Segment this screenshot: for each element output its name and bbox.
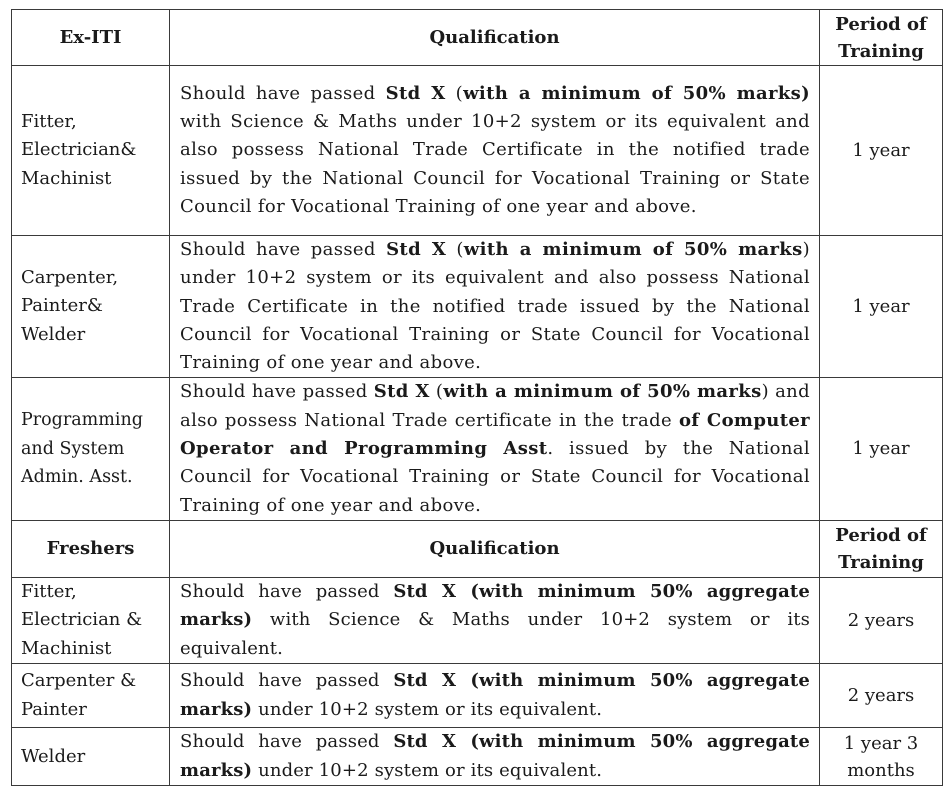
table-row (12, 378, 943, 520)
qualification-cell (170, 664, 820, 728)
header-qualification: Qualification (170, 520, 820, 577)
qualification-cell (170, 66, 820, 236)
qualification-text: with Science & Maths under 10+2 system or its equivalent. (180, 609, 810, 659)
table-row (12, 664, 943, 728)
table-row (12, 66, 943, 236)
trade-cell: Fitter, Electrician& Machinist (12, 66, 170, 236)
qualification-text: ) and also possess National Trade certificate in the trade (180, 381, 810, 431)
qualification-bold: Std X (373, 381, 430, 403)
period-cell: 1 year (820, 378, 943, 520)
ex-iti-header-row (12, 10, 943, 66)
qualification-cell (170, 728, 820, 786)
qualification-text: Should have passed (180, 381, 374, 403)
table-row (12, 728, 943, 786)
freshers-header-row (12, 520, 943, 577)
trade-cell: Welder (12, 728, 170, 786)
qualification-text: Should have passed (180, 239, 387, 260)
trade-cell: Carpenter, Painter& Welder (12, 236, 170, 378)
qualification-text: Should have passed (180, 82, 386, 104)
qualification-bold: of Computer Operator and Programming Asst (180, 409, 810, 460)
qualification-bold: Std X (with minimum 50% aggregate marks) (180, 580, 810, 631)
table-row (12, 236, 943, 378)
header-period-of-training: Period of Training (820, 10, 943, 66)
period-cell: 1 year (820, 66, 943, 236)
qualification-bold: Std X (with minimum 50% aggregate marks) (180, 670, 810, 720)
qualification-bold: with a minimum of 50% marks (443, 381, 762, 403)
period-cell: 1 year (820, 236, 943, 378)
table-row (12, 577, 943, 664)
qualification-text: ( (445, 82, 464, 104)
qualification-text: Should have passed (180, 580, 394, 602)
qualification-text: ) under 10+2 system or its equivalent and also possess National Trade Certificate in the notified trade issued by the National Council for Vocational Training or State Council for Vocational Training of one year and above. (180, 239, 810, 374)
qualification-text: Should have passed (180, 670, 394, 692)
qualification-bold: Std X (385, 82, 446, 104)
qualification-cell (170, 236, 820, 378)
trade-cell: Carpenter & Painter (12, 664, 170, 728)
qualification-text: under 10+2 system or its equivalent. (252, 759, 603, 781)
qualification-text: Should have passed (180, 731, 394, 753)
trade-cell: Programming and System Admin. Asst. (12, 378, 170, 520)
qualification-bold: with a minimum of 50% marks) (463, 82, 811, 104)
qualification-bold: Std X (386, 239, 447, 260)
qualification-text: with Science & Maths under 10+2 system or its equivalent and also possess National Trade Certificate in the notified trade issued by the National Council for Vocational Training or State Council for Vocational Training of one year and above. (180, 111, 810, 217)
qualification-cell (170, 577, 820, 664)
header-ex-iti: Ex-ITI (12, 10, 170, 66)
trade-cell: Fitter, Electrician & Machinist (12, 577, 170, 664)
qualification-table (11, 9, 943, 786)
qualification-text: under 10+2 system or its equivalent. (252, 698, 603, 720)
period-cell: 1 year 3 months (820, 728, 943, 786)
period-cell: 2 years (820, 577, 943, 664)
header-qualification: Qualification (170, 10, 820, 66)
qualification-text: ( (429, 381, 444, 403)
qualification-cell (170, 378, 820, 520)
header-freshers: Freshers (12, 520, 170, 577)
qualification-text: ( (446, 239, 464, 260)
qualification-text: . issued by the National Council for Vocational Training or State Council for Vocational Training of one year and above. (180, 438, 810, 516)
qualification-bold: with a minimum of 50% marks (463, 239, 803, 260)
period-cell: 2 years (820, 664, 943, 728)
header-period-of-training: Period of Training (820, 520, 943, 577)
qualification-bold: Std X (with minimum 50% aggregate marks) (180, 731, 810, 781)
